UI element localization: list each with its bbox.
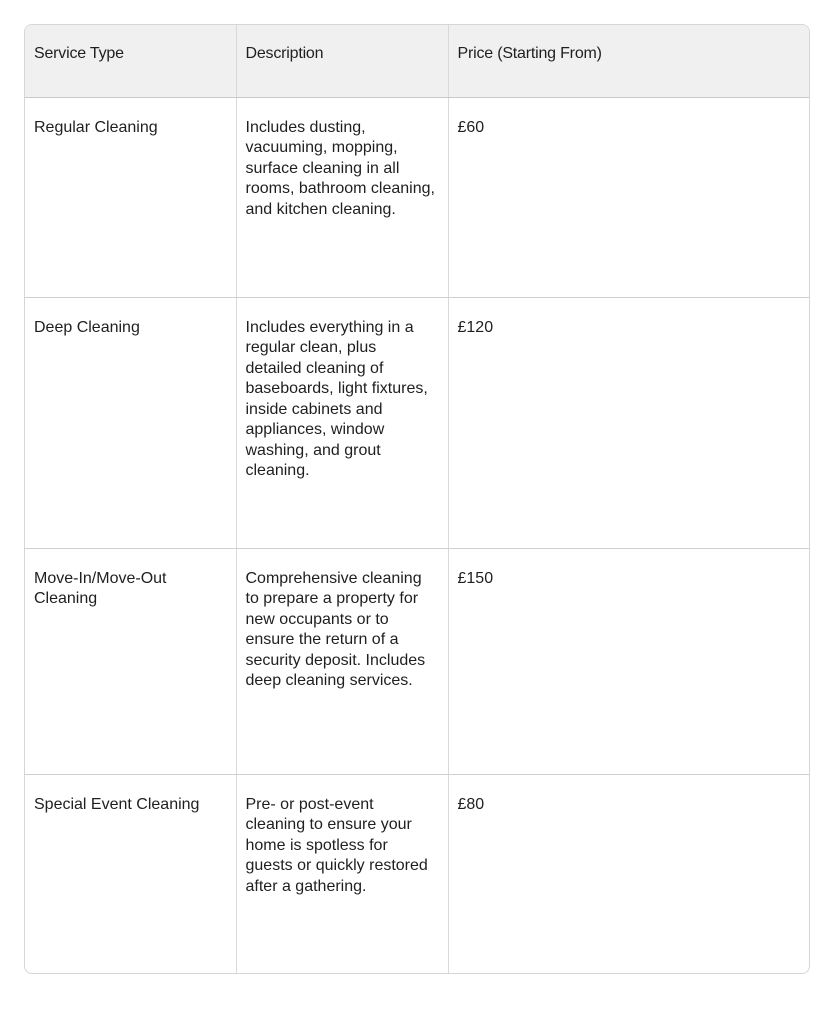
description-cell: Comprehensive cleaning to prepare a property for new occupants or to ensure the return of a security deposit. Includes deep cleaning services.: [236, 548, 448, 774]
description-cell: Pre- or post-event cleaning to ensure your home is spotless for guests or quickly restored after a gathering.: [236, 774, 448, 974]
table-row: [25, 97, 809, 297]
service-type-cell: Deep Cleaning: [25, 297, 236, 548]
service-type-cell: Regular Cleaning: [25, 97, 236, 297]
table-row: [25, 297, 809, 548]
service-type-cell: Special Event Cleaning: [34, 795, 200, 813]
description-cell: Includes everything in a regular clean, plus detailed cleaning of baseboards, light fixtures, inside cabinets and appliances, window washing, and grout cleaning.: [236, 297, 448, 548]
header-description: Description: [236, 25, 448, 97]
pricing-table-container: [24, 24, 810, 974]
table-header-row: [25, 25, 809, 97]
price-cell: £120: [448, 297, 809, 548]
price-cell: £80: [448, 774, 809, 974]
price-cell: £60: [448, 97, 809, 297]
description-cell: Includes dusting, vacuuming, mopping, surface cleaning in all rooms, bathroom cleaning, and kitchen cleaning.: [236, 97, 448, 297]
table-row: [25, 774, 809, 974]
header-service-type: Service Type: [25, 25, 236, 97]
header-price: Price (Starting From): [448, 25, 809, 97]
price-cell: £150: [448, 548, 809, 774]
pricing-table: [25, 25, 809, 974]
service-type-cell: Move-In/Move-Out Cleaning: [25, 548, 236, 774]
table-row: [25, 548, 809, 774]
